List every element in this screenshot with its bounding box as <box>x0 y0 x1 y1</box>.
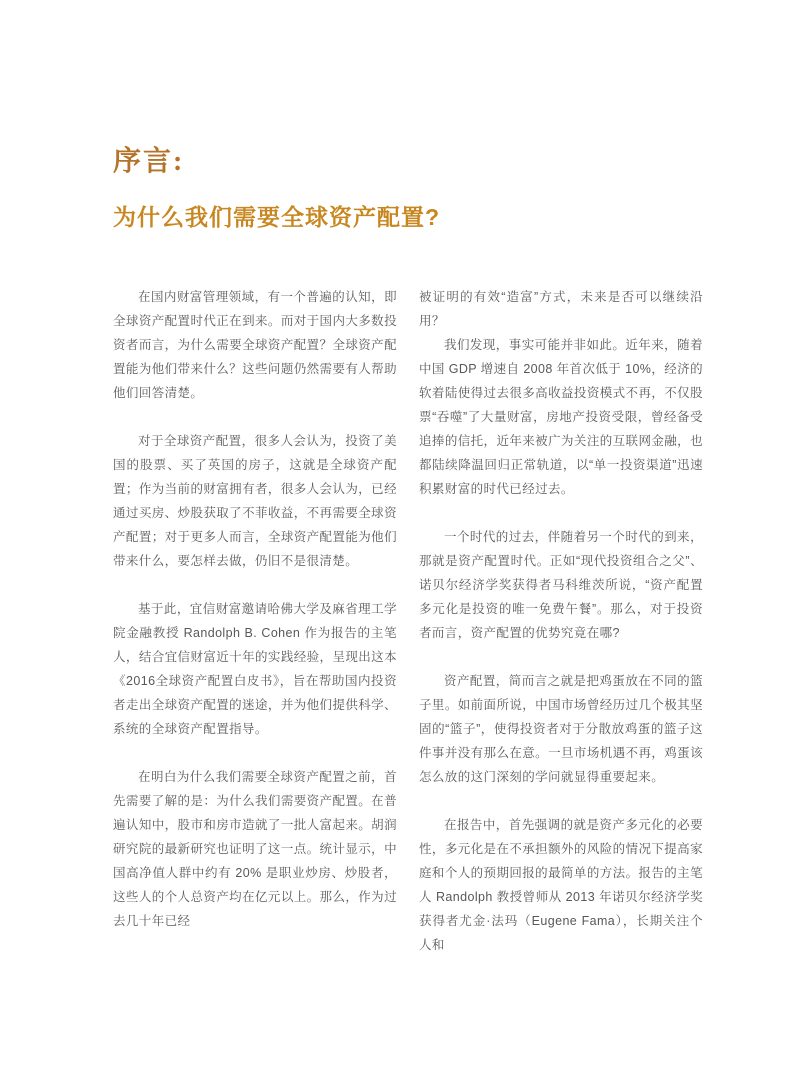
paragraph: 资产配置，简而言之就是把鸡蛋放在不同的篮子里。如前面所说，中国市场曾经历过几个极其坚固的“篮子”，使得投资者对于分散放鸡蛋的篮子这件事并没有那么在意。一旦市场机遇不再，鸡蛋该怎么放的这门深刻的学问就显得重要起来。 <box>419 674 703 784</box>
paragraph: 在明白为什么我们需要全球资产配置之前，首先需要了解的是：为什么我们需要资产配置。在普遍认知中，股市和房市造就了一批人富起来。胡润研究院的最新研究也证明了这一点。统计显示，中国高净值人群中约有 20% 是职业炒房、炒股者，这些人的个人总资产均在亿元以上。那么，作为过去几十年已经 <box>113 770 397 928</box>
paragraph: 一个时代的过去，伴随着另一个时代的到来，那就是资产配置时代。正如“现代投资组合之父”、诺贝尔经济学奖获得者马科维茨所说，“资产配置多元化是投资的唯一免费午餐”。那么，对于投资者而言，资产配置的优势究竟在哪? <box>419 530 703 640</box>
paragraph: 被证明的有效“造富”方式，未来是否可以继续沿用？ <box>419 290 703 328</box>
two-column-layout <box>113 285 704 981</box>
paragraph: 在报告中，首先强调的就是资产多元化的必要性，多元化是在不承担额外的风险的情况下提高家庭和个人的预期回报的最简单的方法。报告的主笔人 Randolph 教授曾师从 2013 年诺贝尔经济学奖获得者尤金·法玛（Eugene Fama），长期关注个人和 <box>419 818 703 952</box>
left-column <box>113 285 397 981</box>
preface-title: 序言: <box>113 146 185 177</box>
paragraph: 对于全球资产配置，很多人会认为，投资了美国的股票、买了英国的房子，这就是全球资产配置；作为当前的财富拥有者，很多人会认为，已经通过买房、炒股获取了不菲收益，不再需要全球资产配置；对于更多人而言，全球资产配置能为他们带来什么，要怎样去做，仍旧不是很清楚。 <box>113 434 397 568</box>
preface-subtitle: 为什么我们需要全球资产配置? <box>113 204 441 230</box>
paragraph: 我们发现，事实可能并非如此。近年来，随着中国 GDP 增速自 2008 年首次低于 10%，经济的软着陆使得过去很多高收益投资模式不再，不仅股票“吞噬”了大量财富，房地产投资受限，曾经备受追捧的信托，近年来被广为关注的互联网金融，也都陆续降温回归正常轨道，以“单一投资渠道”迅速积累财富的时代已经过去。 <box>419 338 703 496</box>
right-column <box>419 285 703 981</box>
paragraph: 在国内财富管理领域，有一个普遍的认知，即全球资产配置时代正在到来。而对于国内大多数投资者而言，为什么需要全球资产配置？全球资产配置能为他们带来什么？这些问题仍然需要有人帮助他们回答清楚。 <box>113 290 397 400</box>
paragraph: 基于此，宜信财富邀请哈佛大学及麻省理工学院金融教授 Randolph B. Cohen 作为报告的主笔人，结合宜信财富近十年的实践经验，呈现出这本《2016全球资产配置白皮书》，旨在帮助国内投资者走出全球资产配置的迷途，并为他们提供科学、系统的全球资产配置指导。 <box>113 602 397 736</box>
